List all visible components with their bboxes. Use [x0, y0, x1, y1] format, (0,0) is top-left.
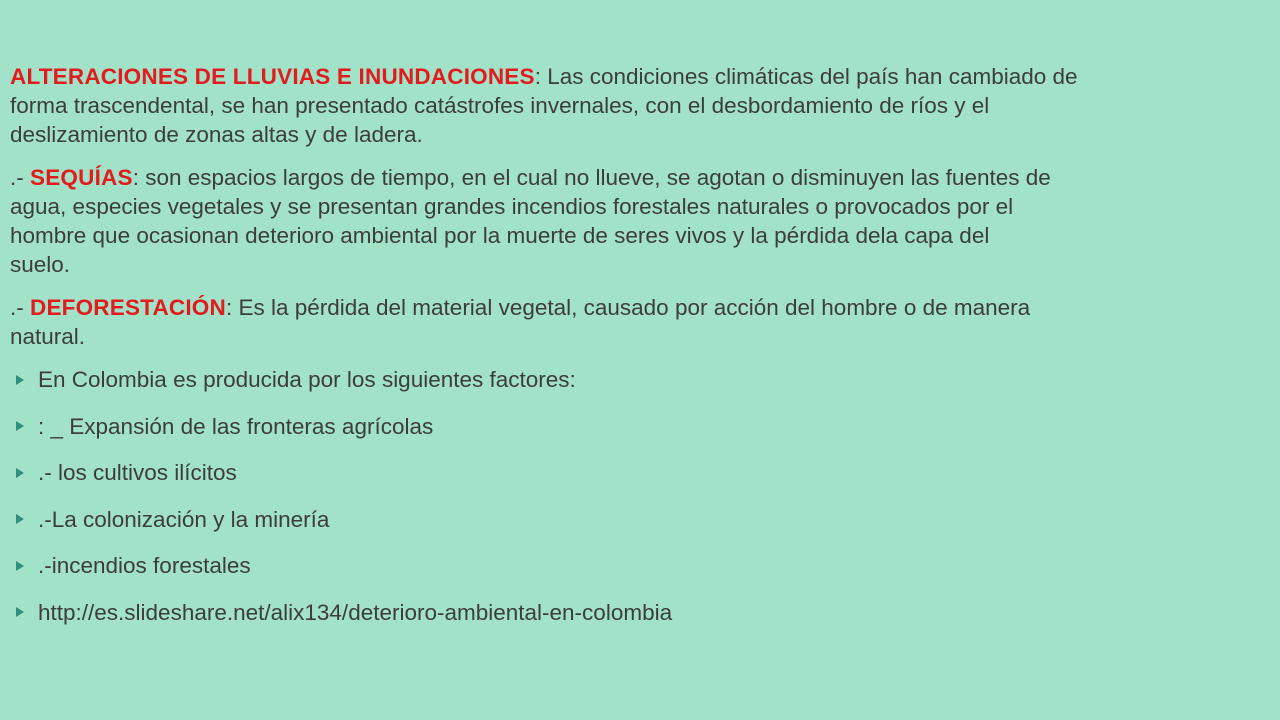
list-item-text: .-incendios forestales: [38, 553, 251, 578]
paragraph-prefix: .-: [10, 295, 30, 320]
paragraph-line: forma trascendental, se han presentado catástrofes invernales, con el desbordamiento de ríos y el: [10, 93, 990, 118]
list-item: [10, 505, 1280, 534]
triangle-bullet-icon: [16, 468, 24, 478]
keyword-lluvias: ALTERACIONES DE LLUVIAS E INUNDACIONES: [10, 64, 535, 89]
list-item-text: .-La colonización y la minería: [38, 506, 330, 532]
paragraph-deforestacion: [10, 293, 1280, 351]
keyword-deforestacion: DEFORESTACIÓN: [30, 295, 226, 320]
triangle-bullet-icon: [16, 375, 24, 385]
list-item-text: En Colombia es producida por los siguientes factores:: [38, 367, 576, 392]
triangle-bullet-icon: [16, 514, 24, 524]
paragraph-sequias: [10, 163, 1280, 279]
paragraph-line: agua, especies vegetales y se presentan grandes incendios forestales naturales o provocados por el: [10, 194, 1014, 219]
slide-content: [10, 62, 1280, 702]
source-link[interactable]: http://es.slideshare.net/alix134/deterioro-ambiental-en-colombia: [38, 599, 673, 625]
list-item: [10, 551, 1280, 580]
paragraph-line: hombre que ocasionan deterioro ambiental por la muerte de seres vivos y la pérdida dela capa del: [10, 223, 990, 248]
triangle-bullet-icon: [16, 607, 24, 617]
bullet-list: [10, 365, 1280, 627]
paragraph-first-line: [10, 163, 1280, 192]
list-item: [10, 365, 1280, 394]
paragraph-line: suelo.: [10, 252, 71, 277]
list-item: [10, 598, 1280, 627]
list-item: [10, 412, 1280, 441]
list-item: [10, 458, 1280, 487]
paragraph-lead-text: : Es la pérdida del material vegetal, causado por acción del hombre o de manera: [225, 295, 1031, 320]
keyword-sequias: SEQUÍAS: [30, 165, 133, 190]
list-item-text: .- los cultivos ilícitos: [38, 460, 237, 485]
triangle-bullet-icon: [16, 421, 24, 431]
paragraph-lead-text: : Las condiciones climáticas del país han cambiado de: [534, 64, 1078, 89]
list-item-text: : _ Expansión de las fronteras agrícolas: [38, 413, 434, 439]
paragraph-prefix: .-: [10, 165, 30, 190]
paragraph-lead-text: : son espacios largos de tiempo, en el cual no llueve, se agotan o disminuyen las fuentes de: [132, 165, 1051, 190]
triangle-bullet-icon: [16, 561, 24, 571]
paragraph-line: natural.: [10, 324, 86, 349]
paragraph-first-line: [10, 62, 1280, 91]
paragraph-lluvias: [10, 62, 1280, 149]
paragraph-line: deslizamiento de zonas altas y de ladera.: [10, 122, 423, 147]
paragraph-first-line: [10, 293, 1280, 322]
